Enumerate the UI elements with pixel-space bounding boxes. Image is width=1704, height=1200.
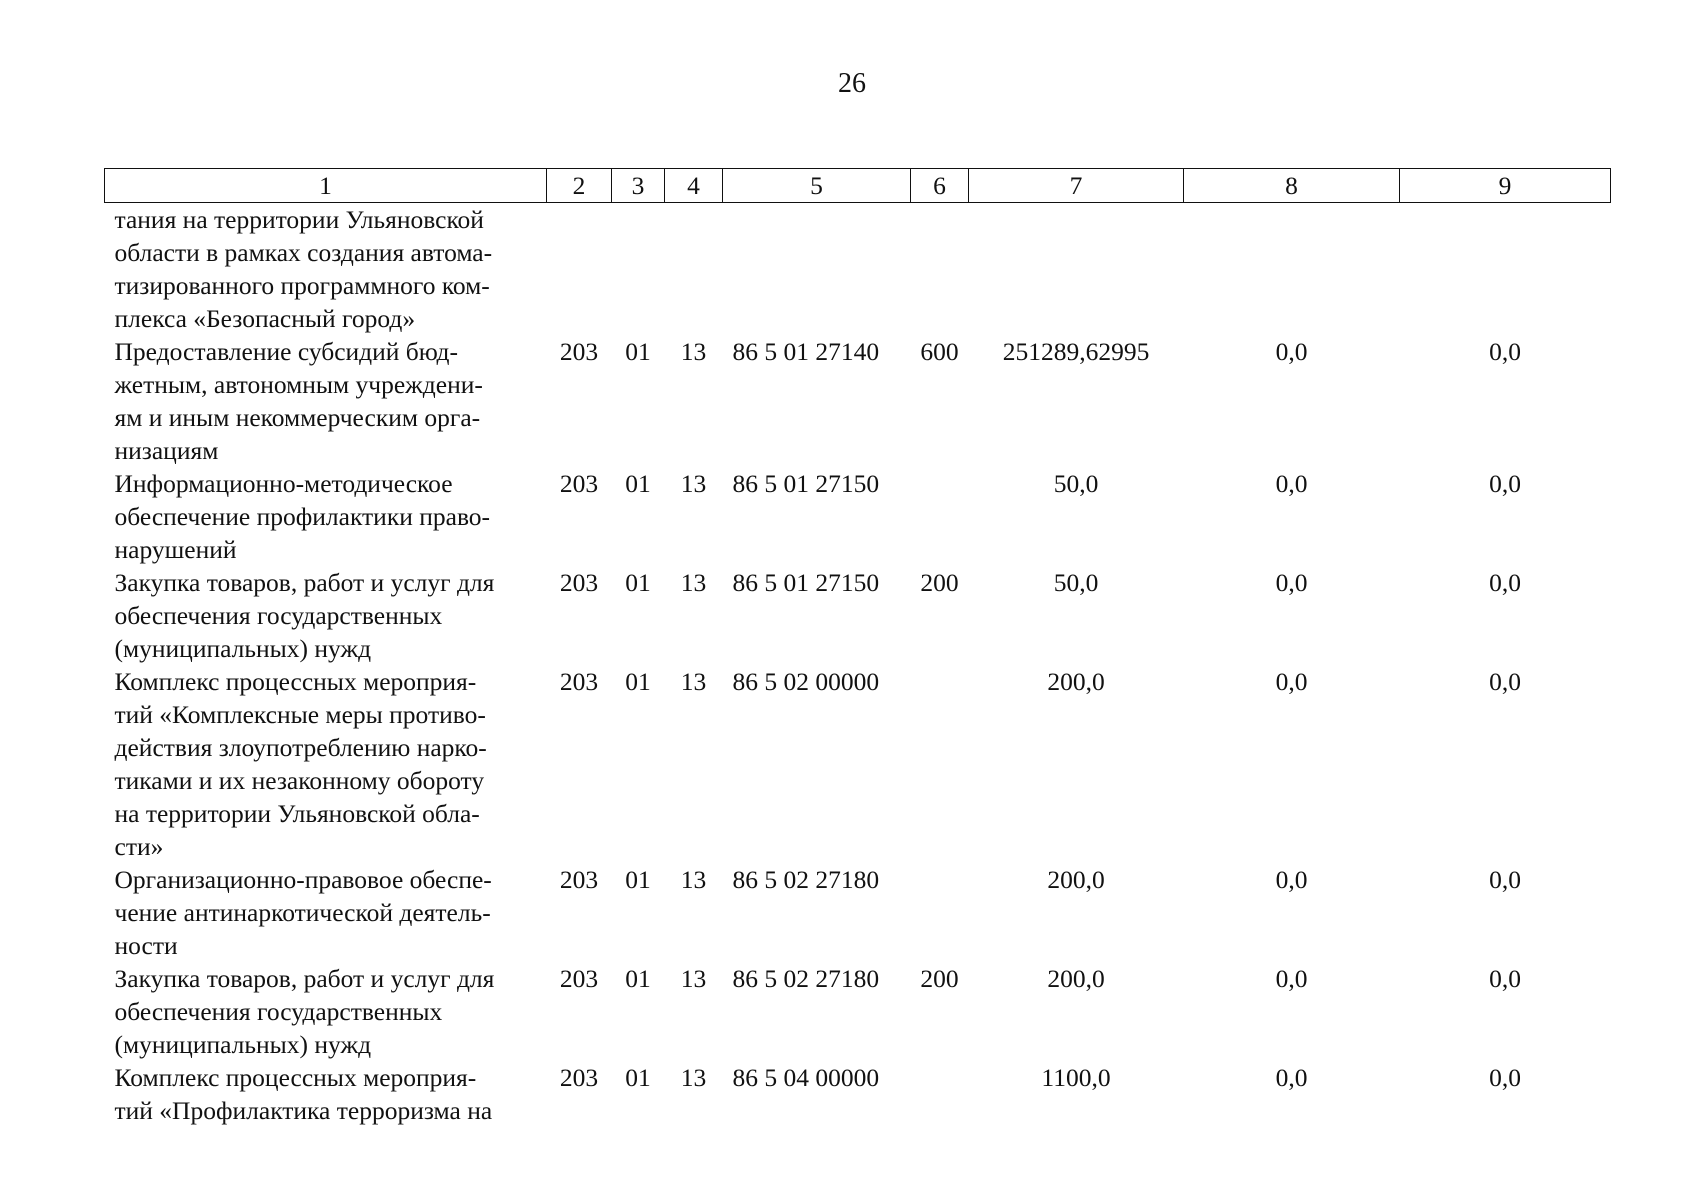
cell-amount-col8: 0,0 [1275,1063,1308,1092]
description-line: низациям [114,436,219,465]
cell-expense-type [911,1061,969,1127]
cell-amount-col7: 200,0 [1047,964,1105,993]
description-line: тий «Профилактика терроризма на [114,1096,493,1125]
cell-amount-col7: 50,0 [1053,568,1099,597]
cell-admin-code: 203 [559,337,599,366]
description-line: обеспечения государственных [114,601,443,630]
description-line: (муниципальных) нужд [114,1030,372,1059]
cell-subsection [665,203,723,336]
cell-section [612,203,665,336]
cell-section: 01 [625,469,651,498]
column-header: 9 [1400,169,1611,203]
table-row [105,863,1611,962]
cell-admin-code: 203 [559,568,599,597]
cell-target-article: 86 5 02 27180 [732,964,880,993]
cell-section: 01 [625,568,651,597]
table-row [105,566,1611,665]
cell-admin-code: 203 [559,865,599,894]
cell-amount-col8: 0,0 [1275,865,1308,894]
table-row [105,467,1611,566]
description-line: сти» [114,832,164,861]
cell-section: 01 [625,964,651,993]
cell-admin-code: 203 [559,667,599,696]
cell-expense-type: 200 [920,568,959,597]
cell-amount-col9: 0,0 [1489,964,1521,993]
description-line: (муниципальных) нужд [114,634,372,663]
cell-amount-col9: 0,0 [1489,1063,1521,1092]
column-header: 7 [969,169,1184,203]
table-row [105,665,1611,863]
description-line: нарушений [114,535,237,564]
cell-amount-col8: 0,0 [1275,469,1308,498]
row-description [105,962,547,1061]
cell-amount-col7: 1100,0 [1041,1063,1111,1092]
cell-amount-col9: 0,0 [1489,865,1521,894]
cell-amount-col7: 200,0 [1047,865,1105,894]
cell-target-article: 86 5 02 27180 [732,865,880,894]
cell-subsection: 13 [680,865,707,894]
cell-amount-col8 [1184,203,1400,336]
description-line: обеспечение профилактики право- [114,502,491,531]
row-description [105,566,547,665]
description-line: Предоставление субсидий бюд- [114,337,459,366]
cell-target-article: 86 5 01 27150 [732,469,880,498]
row-description [105,665,547,863]
description-line: ности [114,931,178,960]
column-header: 1 [105,169,547,203]
cell-amount-col9: 0,0 [1489,667,1521,696]
description-line: чение антинаркотической деятель- [114,898,491,927]
row-description [105,467,547,566]
description-line: плекса «Безопасный город» [114,304,416,333]
cell-admin-code: 203 [559,469,599,498]
column-header: 2 [547,169,612,203]
cell-expense-type [911,665,969,863]
cell-amount-col7: 251289,62995 [1002,337,1150,366]
description-line: Информационно-методическое [114,469,453,498]
cell-subsection: 13 [680,568,707,597]
cell-subsection: 13 [680,964,707,993]
cell-expense-type [911,467,969,566]
description-line: действия злоупотреблению нарко- [114,733,487,762]
cell-amount-col8: 0,0 [1275,337,1308,366]
cell-expense-type [911,203,969,336]
description-line: области в рамках создания автома- [114,238,493,267]
cell-amount-col7: 50,0 [1053,469,1099,498]
table-row [105,1061,1611,1127]
cell-target-article [723,203,911,336]
description-line: жетным, автономным учреждени- [114,370,483,399]
cell-admin-code: 203 [559,1063,599,1092]
row-description [105,1061,547,1127]
column-header: 3 [612,169,665,203]
cell-amount-col8: 0,0 [1275,964,1308,993]
cell-subsection: 13 [680,337,707,366]
cell-section: 01 [625,1063,651,1092]
cell-amount-col8: 0,0 [1275,667,1308,696]
description-line: тизированного программного ком- [114,271,490,300]
cell-admin-code [547,203,612,336]
table-row [105,335,1611,467]
column-header: 5 [723,169,911,203]
cell-amount-col7 [969,203,1184,336]
cell-amount-col9: 0,0 [1489,568,1521,597]
budget-table [104,168,1611,1127]
row-description [105,335,547,467]
description-line: тиками и их незаконному обороту [114,766,485,795]
cell-subsection: 13 [680,667,707,696]
cell-amount-col7: 200,0 [1047,667,1105,696]
table-header-row [105,169,1611,203]
cell-amount-col8: 0,0 [1275,568,1308,597]
table-row [105,962,1611,1061]
description-line: на территории Ульяновской обла- [114,799,480,828]
description-line: ям и иным некоммерческим орга- [114,403,481,432]
cell-admin-code: 203 [559,964,599,993]
row-description [105,203,547,336]
cell-amount-col9: 0,0 [1489,337,1521,366]
cell-section: 01 [625,865,651,894]
description-line: Комплекс процессных мероприя- [114,667,477,696]
description-line: тий «Комплексные меры противо- [114,700,486,729]
description-line: обеспечения государственных [114,997,443,1026]
column-header: 6 [911,169,969,203]
cell-expense-type [911,863,969,962]
cell-expense-type: 600 [920,337,959,366]
cell-target-article: 86 5 01 27150 [732,568,880,597]
cell-subsection: 13 [680,469,707,498]
description-line: Комплекс процессных мероприя- [114,1063,477,1092]
column-header: 4 [665,169,723,203]
cell-target-article: 86 5 02 00000 [732,667,880,696]
table-row [105,203,1611,336]
cell-target-article: 86 5 04 00000 [732,1063,880,1092]
cell-section: 01 [625,667,651,696]
cell-section: 01 [625,337,651,366]
cell-target-article: 86 5 01 27140 [732,337,880,366]
page-number: 26 [838,68,866,99]
cell-subsection: 13 [680,1063,707,1092]
cell-amount-col9: 0,0 [1489,469,1521,498]
row-description [105,863,547,962]
column-header: 8 [1184,169,1400,203]
description-line: Закупка товаров, работ и услуг для [114,964,495,993]
description-line: Организационно-правовое обеспе- [114,865,492,894]
cell-amount-col9 [1400,203,1611,336]
cell-expense-type: 200 [920,964,959,993]
description-line: Закупка товаров, работ и услуг для [114,568,495,597]
description-line: тания на территории Ульяновской [114,205,484,234]
